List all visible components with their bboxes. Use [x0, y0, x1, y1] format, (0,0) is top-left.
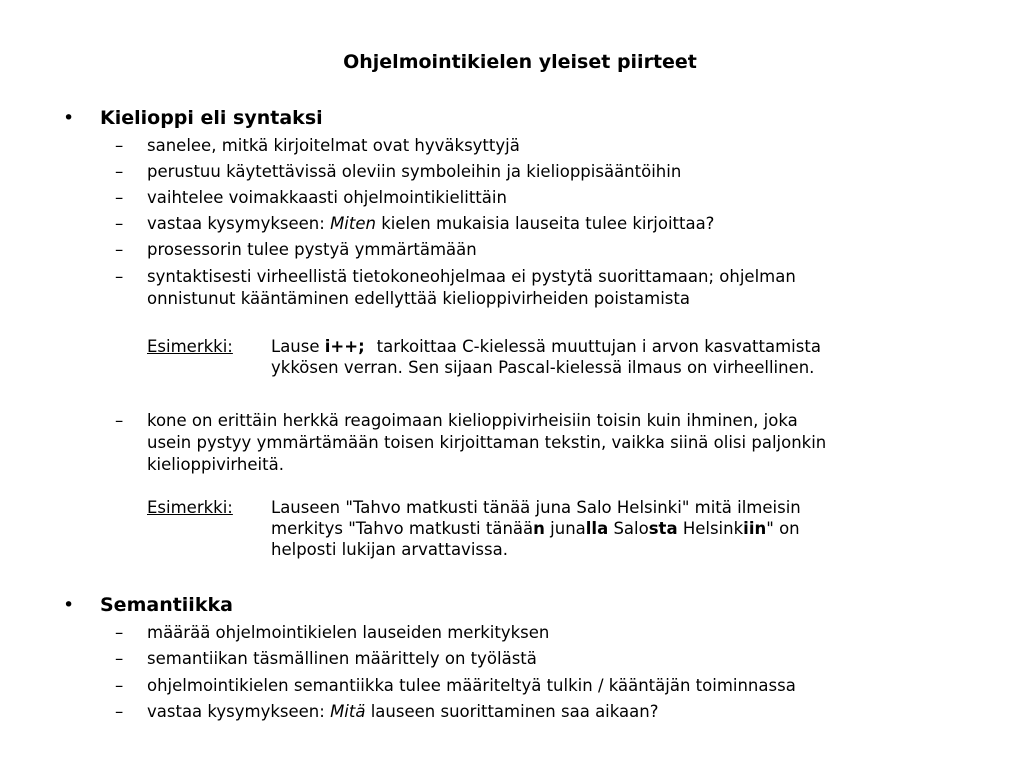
- list-item-text: sanelee, mitkä kirjoitelmat ovat hyväksyttyjä: [147, 136, 520, 155]
- dash-icon: –: [115, 214, 124, 233]
- example-label: Esimerkki:: [147, 498, 233, 517]
- section-heading-syntax: Kielioppi eli syntaksi: [100, 107, 323, 129]
- list-item-text: [147, 266, 796, 310]
- list-item-text: prosessorin tulee pystyä ymmärtämään: [147, 240, 477, 259]
- text-line: Lauseen "Tahvo matkusti tänää juna Salo Helsinki" mitä ilmeisin: [271, 498, 801, 517]
- question-prefix: vastaa kysymykseen:: [147, 702, 331, 721]
- bullet-dot-icon: •: [63, 594, 75, 616]
- bullet-semantics: [63, 592, 233, 618]
- question-suffix: lauseen suorittaminen saa aikaan?: [365, 702, 659, 721]
- text-line: kielioppivirheitä.: [147, 455, 284, 474]
- emphasized-suffix: iin: [743, 519, 767, 538]
- example-body: [271, 497, 801, 560]
- emphasized-suffix: sta: [648, 519, 678, 538]
- dash-icon: –: [115, 240, 124, 259]
- text-line: syntaktisesti virheellistä tietokoneohjelmaa ei pystytä suorittamaan; ohjelman: [147, 267, 796, 286]
- bullet-dot-icon: •: [63, 107, 75, 129]
- dash-icon: –: [115, 676, 124, 695]
- bullet-syntax: [63, 105, 323, 131]
- example-label: Esimerkki:: [147, 337, 233, 356]
- example-text: Helsink: [677, 519, 744, 538]
- list-item-text: semantiikan täsmällinen määrittely on työlästä: [147, 649, 537, 668]
- question-prefix: vastaa kysymykseen:: [147, 214, 331, 233]
- example-text: juna: [544, 519, 586, 538]
- dash-icon: –: [115, 162, 124, 181]
- dash-icon: –: [115, 702, 124, 721]
- example-body: [271, 336, 821, 378]
- section-heading-semantics: Semantiikka: [100, 594, 233, 616]
- list-item-text: perustuu käytettävissä oleviin symboleihin ja kielioppisääntöihin: [147, 162, 682, 181]
- list-item-text: vaihtelee voimakkaasti ohjelmointikielittäin: [147, 188, 507, 207]
- question-emphasis: Miten: [330, 214, 376, 233]
- example-text: merkitys "Tahvo matkusti tänää: [271, 519, 534, 538]
- text-line: [271, 336, 821, 357]
- dash-icon: –: [115, 649, 124, 668]
- list-item-text: [147, 213, 714, 235]
- text-line: onnistunut kääntäminen edellyttää kielioppivirheiden poistamista: [147, 289, 690, 308]
- text-line: usein pystyy ymmärtämään toisen kirjoittaman tekstin, vaikka siinä olisi paljonkin: [147, 433, 827, 452]
- dash-icon: –: [115, 623, 124, 642]
- text-line: kone on erittäin herkkä reagoimaan kielioppivirheisiin toisin kuin ihminen, joka: [147, 411, 798, 430]
- dash-icon: –: [115, 188, 124, 207]
- example-text: Lause: [271, 337, 325, 356]
- question-suffix: kielen mukaisia lauseita tulee kirjoittaa?: [375, 214, 715, 233]
- emphasized-suffix: lla: [585, 519, 609, 538]
- text-line: [271, 518, 801, 539]
- slide-title: Ohjelmointikielen yleiset piirteet: [343, 51, 697, 73]
- text-line: helposti lukijan arvattavissa.: [271, 540, 508, 559]
- question-emphasis: Mitä: [330, 702, 366, 721]
- list-item-text: määrää ohjelmointikielen lauseiden merkityksen: [147, 623, 550, 642]
- dash-icon: –: [115, 267, 124, 286]
- example-text: Salo: [608, 519, 649, 538]
- text-line: ykkösen verran. Sen sijaan Pascal-kielessä ilmaus on virheellinen.: [271, 358, 815, 377]
- emphasized-suffix: n: [533, 519, 545, 538]
- example-text: " on: [766, 519, 800, 538]
- code-snippet: i++;: [324, 337, 365, 356]
- list-item-text: [147, 410, 826, 476]
- list-item-text: ohjelmointikielen semantiikka tulee määriteltyä tulkin / kääntäjän toiminnassa: [147, 676, 796, 695]
- dash-icon: –: [115, 411, 124, 430]
- dash-icon: –: [115, 136, 124, 155]
- list-item-text: [147, 701, 658, 723]
- example-text: tarkoittaa C-kielessä muuttujan i arvon kasvattamista: [376, 337, 821, 356]
